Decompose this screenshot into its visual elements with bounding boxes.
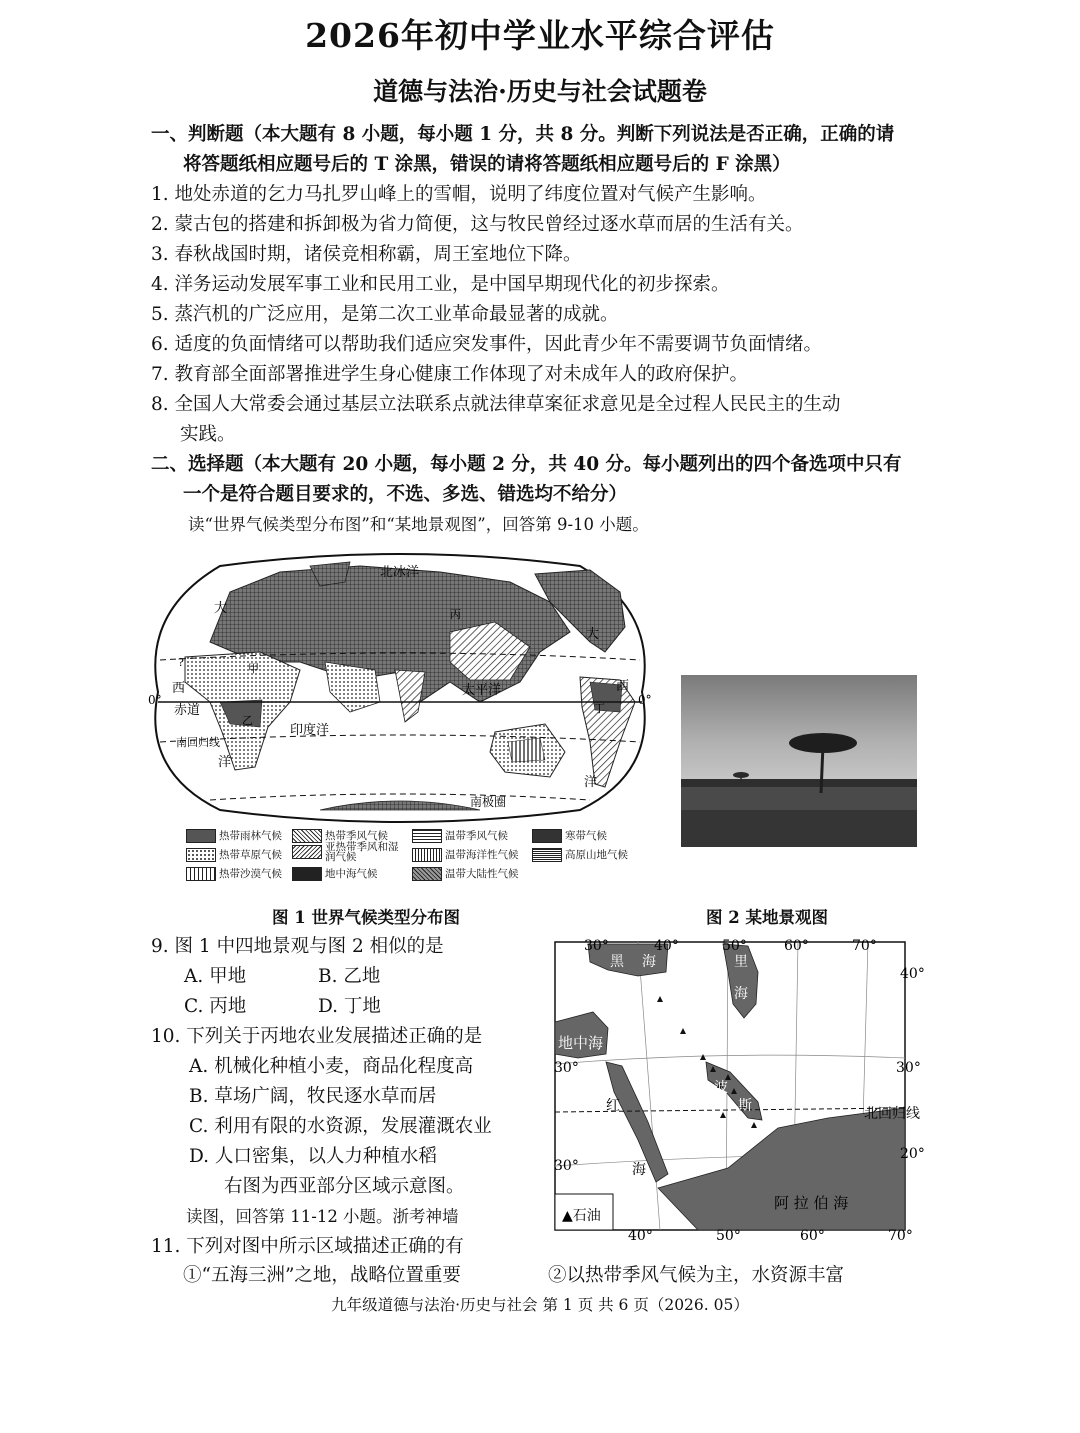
question-10-option-a: A. 机械化种植小麦，商品化程度高 (189, 1056, 474, 1077)
label-ding: 丁 (594, 702, 605, 715)
figure2-caption: 图 2 某地景观图 (706, 908, 828, 927)
label-lat-lower-left: 30° (554, 1158, 579, 1174)
label-lat30-left: 30° (554, 1060, 579, 1076)
label-lon40-bottom: 40° (628, 1228, 653, 1244)
question-10-stem: 10. 下列关于丙地农业发展描述正确的是 (151, 1026, 483, 1047)
question-11-option-1: ①“五海三洲”之地，战略位置重要 (183, 1265, 461, 1286)
label-yi: 乙 (242, 714, 253, 727)
legend-swatch (412, 848, 442, 862)
section1-heading-line2: 将答题纸相应题号后的 T 涂黑，错误的请将答题纸相应题号后的 F 涂黑） (183, 154, 791, 175)
legend-label: 热带沙漠气候 (219, 868, 282, 880)
legend-label: 温带海洋性气候 (445, 849, 519, 861)
world-climate-map (150, 552, 650, 824)
question-10-option-c: C. 利用有限的水资源，发展灌溉农业 (189, 1116, 492, 1137)
photo-sky (681, 675, 917, 785)
legend-label: 热带草原气候 (219, 849, 282, 861)
label-pacific: 太平洋 (462, 683, 502, 698)
label-gulf-1: 波 (714, 1080, 728, 1096)
legend-label: 高原山地气候 (565, 849, 628, 861)
label-gulf-2: 斯 (738, 1098, 752, 1114)
page-title: 2026年初中学业水平综合评估 (305, 16, 775, 55)
label-xi-right: 西 (616, 679, 630, 694)
legend-label: 地中海气候 (325, 868, 378, 880)
label-arctic: 北冰洋 (380, 565, 420, 580)
page-footer: 九年级道德与法治·历史与社会 第 1 页 共 6 页（2026. 05） (331, 1296, 749, 1314)
label-lon60-bottom: 60° (800, 1228, 825, 1244)
label-lat20-right: 20° (900, 1146, 925, 1162)
question-3: 3. 春秋战国时期，诸侯竞相称霸，周王室地位下降。 (151, 244, 582, 265)
question-10-option-b: B. 草场广阔，牧民逐水草而居 (189, 1086, 437, 1107)
label-red-sea-1: 红 (606, 1098, 620, 1114)
section2-intro: 读“世界气候类型分布图”和“某地景观图”，回答第 9-10 小题。 (188, 515, 649, 534)
question-6: 6. 适度的负面情绪可以帮助我们适应突发事件，因此青少年不需要调节负面情绪。 (151, 334, 823, 355)
legend-label: 温带季风气候 (445, 830, 508, 842)
question-9-stem: 9. 图 1 中四地景观与图 2 相似的是 (151, 936, 444, 957)
legend-label: 温带大陆性气候 (445, 868, 519, 880)
label-zero-left: 0° (148, 693, 162, 707)
label-caspian-1: 里 (734, 954, 748, 970)
legend-label: 热带雨林气候 (219, 830, 282, 842)
label-arabian-sea: 阿 拉 伯 海 (774, 1194, 849, 1212)
west-asia-map (548, 932, 940, 1244)
legend-swatch (292, 829, 322, 843)
legend-swatch (186, 867, 216, 881)
label-yang-left: 洋 (218, 755, 232, 770)
australia-interior (508, 738, 545, 762)
oil-legend-label: ▲石油 (562, 1208, 601, 1224)
label-bing: 丙 (450, 608, 461, 621)
label-lat40: 40° (900, 966, 925, 982)
legend-swatch (186, 848, 216, 862)
label-equator: 赤道 (174, 703, 201, 718)
label-question: ? (178, 656, 184, 669)
label-tropic-south: 南回归线 (176, 736, 220, 749)
label-indian: 印度洋 (290, 723, 330, 738)
label-da-right: 大 (586, 627, 600, 642)
label-lat30-right: 30° (896, 1060, 921, 1076)
label-lon50-bottom: 50° (716, 1228, 741, 1244)
figure1-caption: 图 1 世界气候类型分布图 (272, 908, 460, 927)
label-lon40-top: 40° (654, 938, 679, 954)
label-da-left: 大 (214, 601, 228, 616)
label-lon30-top: 30° (584, 938, 609, 954)
legend-label: 亚热带季风和湿润气候 (325, 841, 399, 863)
question-11-option-2: ②以热带季风气候为主，水资源丰富 (548, 1265, 845, 1286)
map-intro-line1: 右图为西亚部分区域示意图。 (224, 1176, 465, 1197)
label-black-sea-2: 海 (642, 954, 656, 970)
question-10-option-d: D. 人口密集，以人力种植水稻 (189, 1146, 437, 1167)
photo-foreground (681, 810, 917, 847)
legend-swatch (292, 867, 322, 881)
tree-canopy (789, 733, 857, 753)
label-tropic-north: 北回归线 (864, 1106, 920, 1122)
question-7: 7. 教育部全面部署推进学生身心健康工作体现了对未成年人的政府保护。 (151, 364, 749, 385)
label-black-sea-1: 黑 (610, 954, 624, 970)
section2-heading-line2: 一个是符合题目要求的，不选、多选、错选均不给分） (183, 484, 628, 505)
savanna-landscape-photo (681, 675, 917, 847)
question-2: 2. 蒙古包的搭建和拆卸极为省力简便，这与牧民曾经过逐水草而居的生活有关。 (151, 214, 804, 235)
question-1: 1. 地处赤道的乞力马扎罗山峰上的雪帽，说明了纬度位置对气候产生影响。 (151, 184, 767, 205)
legend-swatch (412, 829, 442, 843)
label-mediterranean: 地中海 (558, 1034, 604, 1052)
map-intro-line2: 读图，回答第 11-12 小题。浙考神墙 (186, 1207, 459, 1226)
question-8: 8. 全国人大常委会通过基层立法联系点就法律草案征求意见是全过程人民民主的生动 (151, 394, 841, 415)
question-9-option-d: D. 丁地 (318, 996, 381, 1017)
climate-legend (186, 826, 646, 882)
question-9-option-b: B. 乙地 (318, 966, 381, 987)
label-jia: 甲 (248, 662, 259, 675)
question-4: 4. 洋务运动发展军事工业和民用工业，是中国早期现代化的初步探索。 (151, 274, 730, 295)
question-9-option-c: C. 丙地 (184, 996, 247, 1017)
question-5: 5. 蒸汽机的广泛应用，是第二次工业革命最显著的成就。 (151, 304, 619, 325)
label-lon70-bottom: 70° (888, 1228, 913, 1244)
label-zero-right: 0° (638, 693, 652, 707)
label-lon70-top: 70° (852, 938, 877, 954)
legend-swatch (186, 829, 216, 843)
section2-heading-line1: 二、选择题（本大题有 20 小题，每小题 2 分，共 40 分。每小题列出的四个备选项中只有 (151, 454, 902, 475)
label-red-sea-2: 海 (632, 1162, 646, 1178)
legend-swatch (412, 867, 442, 881)
label-yang-right: 洋 (584, 775, 598, 790)
legend-swatch (292, 845, 322, 859)
legend-swatch (532, 829, 562, 843)
page-subtitle: 道德与法治·历史与社会试题卷 (373, 77, 707, 106)
label-lon60-top: 60° (784, 938, 809, 954)
question-9-option-a: A. 甲地 (184, 966, 247, 987)
question-8-continued: 实践。 (180, 424, 236, 445)
legend-label: 寒带气候 (565, 830, 607, 842)
legend-label: 热带季风气候 (325, 830, 388, 842)
label-lon50-top: 50° (722, 938, 747, 954)
legend-swatch (532, 848, 562, 862)
question-11-stem: 11. 下列对图中所示区域描述正确的有 (151, 1236, 464, 1257)
section1-heading-line1: 一、判断题（本大题有 8 小题，每小题 1 分，共 8 分。判断下列说法是否正确，正确的请 (151, 124, 895, 145)
label-caspian-2: 海 (734, 986, 748, 1002)
label-antarctic: 南极圈 (470, 795, 507, 809)
label-xi-left: 西 (172, 681, 186, 696)
photo-horizon (681, 779, 917, 787)
